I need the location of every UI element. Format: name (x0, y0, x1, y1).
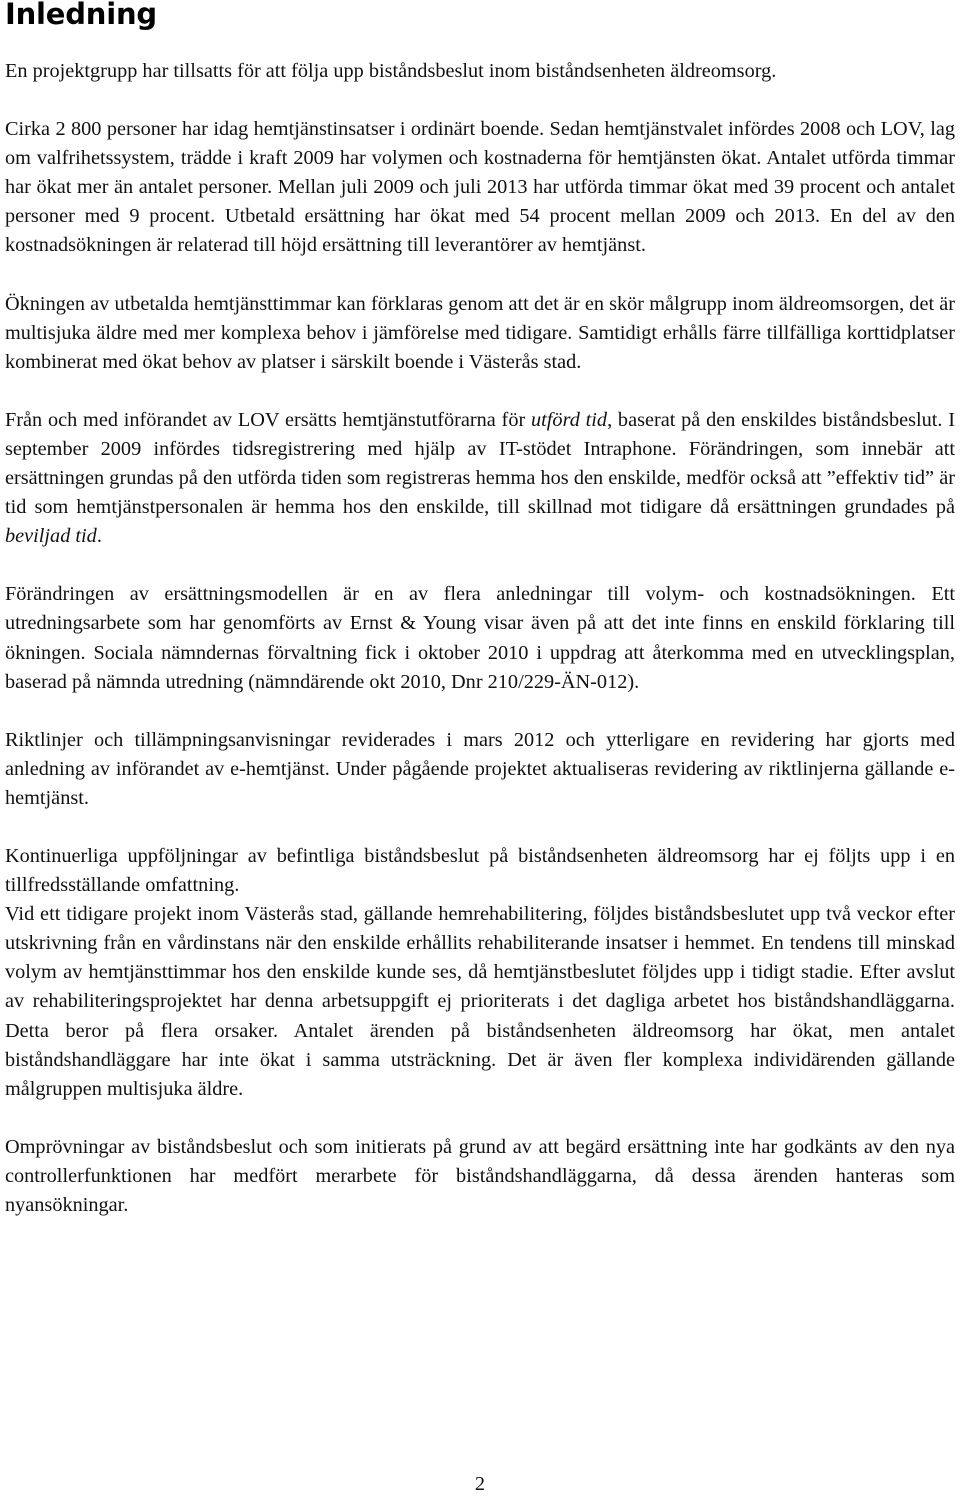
section-heading: Inledning (5, 0, 157, 31)
paragraph-increase-explanation: Ökningen av utbetalda hemtjänsttimmar kan förklaras genom att det är en skör målgrupp inom äldreomsorgen, det är multisjuka äldre med mer komplexa behov i jämförelse med tidigare. Samtidigt erhålls färre tillfälliga korttidplatser kombinerat med ökat behov av platser i särskilt boende i Västerås stad. (5, 292, 955, 373)
paragraph-previous-project: Vid ett tidigare projekt inom Västerås stad, gällande hemrehabilitering, följdes biståndsbeslutet upp två veckor efter utskrivning från en vårdinstans när den enskilde erhållits rehabiliterande insatser i hemmet. En tendens till minskad volym av hemtjänsttimmar hos den enskilde kunde ses, då hemtjänstbeslutet följdes upp i tidigt stadie. Efter avslut av rehabiliteringsprojektet har denna arbetsuppgift ej prioriterats i det dagliga arbetet hos biståndshandläggarna. Detta beror på flera orsaker. Antalet ärenden på biståndsenheten äldreomsorg har ökat, men antalet biståndshandläggare har inte ökat i samma utsträckning. Det är även fler komplexa individärenden gällande målgruppen multisjuka äldre. (5, 903, 955, 1100)
paragraph-lov-compensation (5, 406, 955, 551)
paragraph-statistics: Cirka 2 800 personer har idag hemtjänstinsatser i ordinärt boende. Sedan hemtjänstvalet infördes 2008 och LOV, lag om valfrihetssystem, trädde i kraft 2009 har volymen och kostnaderna för hemtjänsten ökat. Antalet utförda timmar har ökat mer än antalet personer. Mellan juli 2009 och juli 2013 har utförda timmar ökat med 39 procent och antalet personer med 9 procent. Utbetald ersättning har ökat med 54 procent mellan 2009 och 2013. En del av den kostnadsökningen är relaterad till höjd ersättning till leverantörer av hemtjänst. (5, 118, 955, 257)
text-segment: , baserat på den enskildes biståndsbeslut. I september 2009 infördes tidsregistrering med hjälp av IT-stödet Intraphone. Förändringen, som innebär att ersättningen grundas på den utförda tiden som registreras hemma hos den enskilde, medför också att ”effektiv tid” är tid som hemtjänstpersonalen är hemma hos den enskilde, till skillnad mot tidigare då ersättningen grundades på (5, 408, 956, 519)
paragraph-reassessments: Omprövningar av biståndsbeslut och som initierats på grund av att begärd ersättning inte har godkänts av den nya controllerfunktionen har medfört merarbete för biståndshandläggarna, då dessa ärenden hanteras som nyansökningar. (5, 1135, 955, 1216)
emphasis-beviljad-tid: beviljad tid (5, 525, 97, 548)
text-segment: Från och med införandet av LOV ersätts hemtjänstutförarna för (5, 408, 532, 431)
paragraph-intro: En projektgrupp har tillsatts för att följa upp biståndsbeslut inom biståndsenheten äldreomsorg. (5, 60, 777, 82)
text-segment: . (96, 525, 102, 548)
document-page (5, 0, 955, 1220)
paragraph-guidelines: Riktlinjer och tillämpningsanvisningar reviderades i mars 2012 och ytterligare en revidering har gjorts med anledning av införandet av e-hemtjänst. Under pågående projektet aktualiseras revidering av riktlinjerna gällande e-hemtjänst. (5, 728, 955, 809)
paragraph-followups: Kontinuerliga uppföljningar av befintliga biståndsbeslut på biståndsenheten äldreomsorg har ej följts upp i en tillfredsställande omfattning. (5, 844, 955, 897)
emphasis-utford-tid: utförd tid (531, 408, 608, 431)
page-number: 2 (474, 1473, 486, 1495)
paragraph-model-change: Förändringen av ersättningsmodellen är en av flera anledningar till volym- och kostnadsökningen. Ett utredningsarbete som har genomförts av Ernst & Young visar även på att det inte finns en enskild förklaring till ökningen. Sociala nämndernas förvaltning fick i oktober 2010 i uppdrag att återkomma med en utvecklingsplan, baserad på nämnda utredning (nämndärende okt 2010, Dnr 210/229-ÄN-012). (5, 583, 955, 693)
